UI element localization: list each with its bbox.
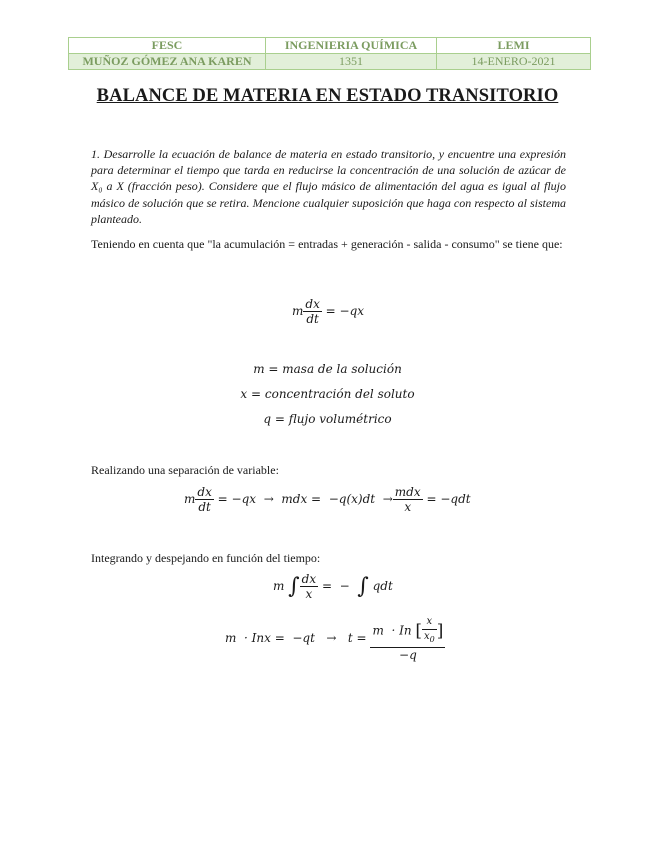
header-school: FESC [69,38,266,54]
separation-text: Realizando una separación de variable: [91,463,279,477]
header-date: 14-ENERO-2021 [437,54,591,70]
page-title: BALANCE DE MATERIA EN ESTADO TRANSITORIO [96,86,559,106]
header-student: MUÑOZ GÓMEZ ANA KAREN [69,54,266,70]
equation-integral: m ∫ $\frac{dx}{x}$ = − ∫ qdt [273,572,393,601]
header-group: 1351 [266,54,437,70]
definition-q: q = flujo volumétrico [263,412,392,426]
header-table [68,37,591,70]
equation-time: m · Inx = −qt → t = m · In [ $\frac{x}{x_0}$ ] −q [225,616,444,662]
intro-paragraph: Teniendo en cuenta que "la acumulación = entradas + generación - salida - consumo" se tiene que: [91,237,563,251]
definition-x: x = concentración del soluto [240,387,415,401]
equation-separation: m $\frac{dx}{dt}$ = −qx → mdx = −q(x)dt → $\frac{\text{mdx}}{x}$ = −qdt [184,485,471,514]
definition-m: m = masa de la solución [253,362,402,376]
header-lab: LEMI [437,38,591,54]
integration-text: Integrando y despejando en función del tiempo: [91,551,321,565]
header-career: INGENIERIA QUÍMICA [266,38,437,54]
equation-balance: m $\frac{dx}{dt}$ = −qx [292,297,365,326]
question-paragraph: 1. Desarrolle la ecuación de balance de materia en estado transitorio, y encuentre una expresión para determinar el tiempo que tarda en reducirse la concentración de una solución de azúcar de X₀ a X (fracción peso). Considere que el flujo másico de alimentación del agua es igual al flujo másico de solución que se retira. Mencione cualquier suposición que haga con respecto al sistema planteado. [91,147,566,226]
